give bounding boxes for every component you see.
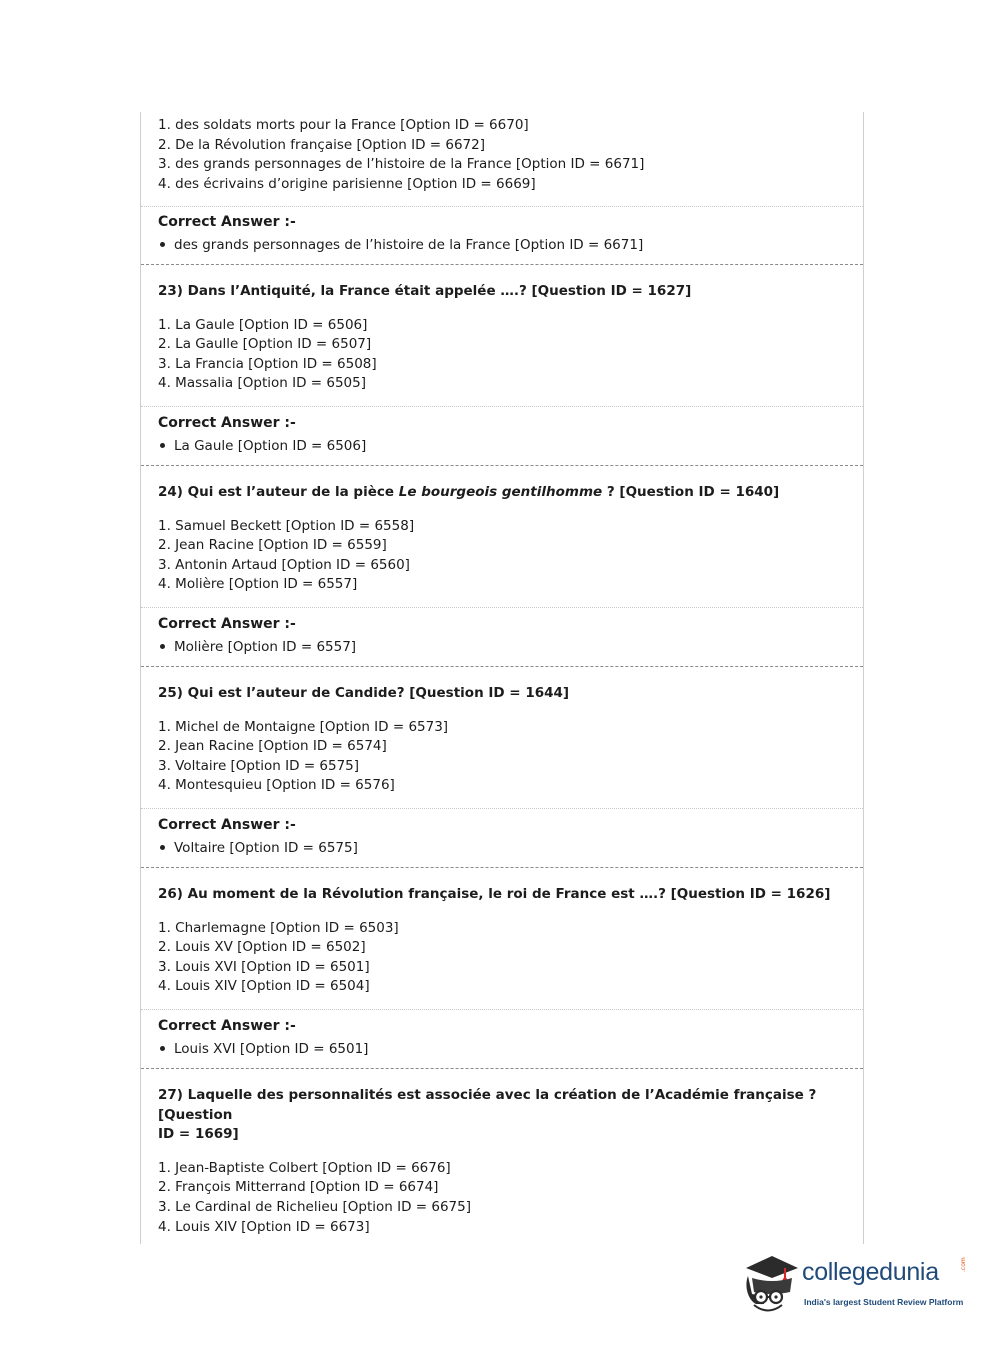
q23-answer-block	[141, 414, 863, 455]
question-separator	[141, 867, 863, 868]
q26-options	[158, 919, 863, 997]
question-separator	[141, 666, 863, 667]
q26-answer-block	[141, 1017, 863, 1058]
option-item: 2. De la Révolution française [Option ID = 6672]	[158, 136, 485, 153]
question-title: 25) Qui est l’auteur de Candide? [Question ID = 1644]	[158, 685, 570, 701]
title-text: ? [Question ID = 1640]	[602, 484, 780, 500]
question-sheet	[140, 112, 864, 1244]
correct-answer-text: Louis XVI [Option ID = 6501]	[174, 1041, 369, 1057]
option-item: 2. Jean Racine [Option ID = 6574]	[158, 738, 387, 755]
divider	[141, 206, 863, 207]
correct-answer-text: des grands personnages de l’histoire de la France [Option ID = 6671]	[174, 237, 644, 253]
option-item: 1. Charlemagne [Option ID = 6503]	[158, 919, 399, 936]
q22-answer-block	[141, 213, 863, 254]
option-item: 4. Molière [Option ID = 6557]	[158, 576, 358, 593]
question-title	[158, 483, 863, 503]
student-mascot-icon	[742, 1250, 800, 1318]
option-item: 4. Louis XIV [Option ID = 6673]	[158, 1218, 370, 1235]
q26-block	[141, 885, 863, 997]
option-item: 3. Antonin Artaud [Option ID = 6560]	[158, 556, 410, 573]
correct-answer-heading: Correct Answer :-	[158, 616, 296, 632]
option-item: 1. Samuel Beckett [Option ID = 6558]	[158, 517, 415, 534]
correct-answer-item	[158, 839, 863, 857]
option-item: 2. Jean Racine [Option ID = 6559]	[158, 537, 387, 554]
divider	[141, 1009, 863, 1010]
bullet-icon	[160, 644, 165, 649]
q24-options	[158, 517, 863, 595]
divider	[141, 406, 863, 407]
q24-answer-block	[141, 615, 863, 656]
option-item: 4. Montesquieu [Option ID = 6576]	[158, 777, 395, 794]
q24-block	[141, 483, 863, 595]
correct-answer-item	[158, 1040, 863, 1058]
option-item: 1. La Gaule [Option ID = 6506]	[158, 316, 368, 333]
divider	[141, 808, 863, 809]
option-item: 4. Massalia [Option ID = 6505]	[158, 375, 367, 392]
q23-block	[141, 282, 863, 394]
correct-answer-text: Voltaire [Option ID = 6575]	[174, 840, 358, 856]
logo-suffix: .com	[960, 1257, 967, 1272]
option-item: 3. Voltaire [Option ID = 6575]	[158, 757, 360, 774]
q27-options	[158, 1159, 863, 1237]
option-item: 1. Jean-Baptiste Colbert [Option ID = 6676]	[158, 1159, 451, 1176]
q27-block	[141, 1086, 863, 1237]
correct-answer-item	[158, 236, 863, 254]
option-item: 3. Louis XVI [Option ID = 6501]	[158, 958, 370, 975]
option-item: 1. Michel de Montaigne [Option ID = 6573]	[158, 718, 449, 735]
bullet-icon	[160, 443, 165, 448]
correct-answer-item	[158, 638, 863, 656]
q25-options	[158, 718, 863, 796]
bullet-icon	[160, 1046, 165, 1051]
option-item: 4. Louis XIV [Option ID = 6504]	[158, 978, 370, 995]
question-title	[158, 1086, 863, 1145]
correct-answer-heading: Correct Answer :-	[158, 1018, 296, 1034]
correct-answer-heading: Correct Answer :-	[158, 817, 296, 833]
work-title: Le bourgeois gentilhomme	[398, 484, 603, 500]
logo-wordmark: collegedunia	[802, 1258, 939, 1286]
question-title-line: 27) Laquelle des personnalités est associée avec la création de l’Académie française ? [Question	[158, 1087, 817, 1123]
option-item: 3. des grands personnages de l’histoire de la France [Option ID = 6671]	[158, 156, 645, 173]
logo-tagline: India's largest Student Review Platform	[804, 1297, 964, 1307]
q25-answer-block	[141, 816, 863, 857]
question-separator	[141, 465, 863, 466]
q22-options-block	[141, 116, 863, 194]
bullet-icon	[160, 845, 165, 850]
option-item: 3. Le Cardinal de Richelieu [Option ID = 6675]	[158, 1198, 471, 1215]
option-item: 2. François Mitterrand [Option ID = 6674]	[158, 1179, 439, 1196]
divider	[141, 607, 863, 608]
q22-options	[158, 116, 863, 194]
correct-answer-text: Molière [Option ID = 6557]	[174, 639, 357, 655]
correct-answer-item	[158, 437, 863, 455]
correct-answer-heading: Correct Answer :-	[158, 415, 296, 431]
option-item: 2. Louis XV [Option ID = 6502]	[158, 939, 366, 956]
question-title-line: ID = 1669]	[158, 1126, 239, 1143]
question-title: 26) Au moment de la Révolution française, le roi de France est ….? [Question ID = 1626]	[158, 886, 831, 902]
collegedunia-logo	[742, 1250, 972, 1320]
option-item: 1. des soldats morts pour la France [Option ID = 6670]	[158, 117, 529, 133]
q25-block	[141, 684, 863, 796]
question-title: 23) Dans l’Antiquité, la France était appelée ….? [Question ID = 1627]	[158, 283, 692, 299]
option-item: 3. La Francia [Option ID = 6508]	[158, 355, 377, 372]
correct-answer-text: La Gaule [Option ID = 6506]	[174, 438, 367, 454]
option-item: 4. des écrivains d’origine parisienne [Option ID = 6669]	[158, 175, 536, 192]
correct-answer-heading: Correct Answer :-	[158, 214, 296, 230]
question-separator	[141, 264, 863, 265]
q23-options	[158, 316, 863, 394]
title-text: 24) Qui est l’auteur de la pièce	[158, 484, 399, 500]
bullet-icon	[160, 242, 165, 247]
option-item: 2. La Gaulle [Option ID = 6507]	[158, 336, 372, 353]
question-separator	[141, 1068, 863, 1069]
